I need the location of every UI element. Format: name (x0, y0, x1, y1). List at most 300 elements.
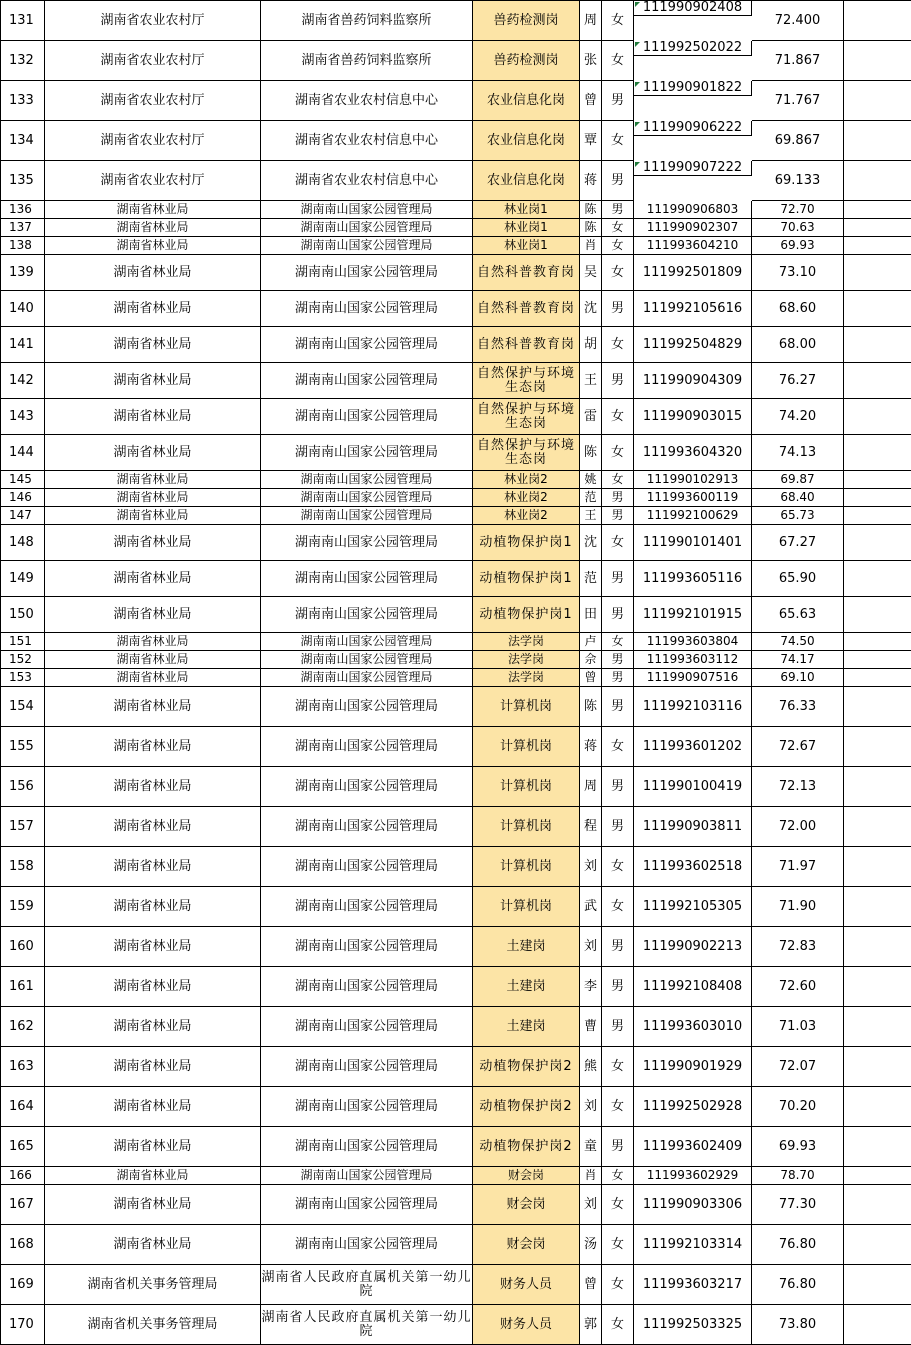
post-cell: 财会岗 (473, 1185, 580, 1225)
row-number-cell: 145 (1, 471, 45, 489)
score-cell: 68.00 (752, 327, 844, 363)
score-cell: 68.60 (752, 291, 844, 327)
unit-cell: 湖南南山国家公园管理局 (261, 1087, 473, 1127)
exam-id-cell: 111992103116 (634, 687, 752, 727)
department-cell: 湖南省农业农村厅 (45, 41, 261, 81)
exam-id-cell: 111992504829 (634, 327, 752, 363)
name-cell: 卢 (580, 633, 602, 651)
post-cell: 动植物保护岗2 (473, 1127, 580, 1167)
department-cell: 湖南省农业农村厅 (45, 81, 261, 121)
post-cell: 动植物保护岗2 (473, 1047, 580, 1087)
table-row (1, 651, 911, 669)
table-row (1, 435, 911, 471)
score-cell: 76.33 (752, 687, 844, 727)
table-row (1, 1305, 911, 1345)
empty-cell (844, 435, 911, 471)
table-row (1, 1127, 911, 1167)
department-cell: 湖南省林业局 (45, 435, 261, 471)
score-cell: 72.70 (752, 201, 844, 219)
name-cell: 肖 (580, 237, 602, 255)
name-cell: 童 (580, 1127, 602, 1167)
table-row (1, 507, 911, 525)
score-cell: 78.70 (752, 1167, 844, 1185)
score-cell: 71.97 (752, 847, 844, 887)
exam-id-cell: 111990902307 (634, 219, 752, 237)
gender-cell: 男 (602, 201, 634, 219)
department-cell: 湖南省农业农村厅 (45, 121, 261, 161)
empty-cell (844, 687, 911, 727)
unit-cell: 湖南省农业农村信息中心 (261, 161, 473, 201)
score-cell: 71.767 (752, 81, 844, 121)
table-row (1, 489, 911, 507)
post-cell: 财务人员 (473, 1305, 580, 1345)
name-cell: 陈 (580, 219, 602, 237)
row-number-cell: 157 (1, 807, 45, 847)
table-row (1, 471, 911, 489)
score-cell: 71.90 (752, 887, 844, 927)
empty-cell (844, 161, 911, 201)
name-cell: 姚 (580, 471, 602, 489)
row-number-cell: 159 (1, 887, 45, 927)
empty-cell (844, 81, 911, 121)
empty-cell (844, 1185, 911, 1225)
row-number-cell: 138 (1, 237, 45, 255)
empty-cell (844, 121, 911, 161)
department-cell: 湖南省农业农村厅 (45, 161, 261, 201)
row-number-cell: 160 (1, 927, 45, 967)
unit-cell: 湖南南山国家公园管理局 (261, 1185, 473, 1225)
department-cell: 湖南省林业局 (45, 489, 261, 507)
exam-id-cell: 111992103314 (634, 1225, 752, 1265)
score-cell: 74.50 (752, 633, 844, 651)
row-number-cell: 132 (1, 41, 45, 81)
score-cell: 71.03 (752, 1007, 844, 1047)
exam-id-cell: 111993604320 (634, 435, 752, 471)
empty-cell (844, 597, 911, 633)
post-cell: 计算机岗 (473, 807, 580, 847)
post-cell: 自然保护与环境生态岗 (473, 363, 580, 399)
score-cell: 73.10 (752, 255, 844, 291)
gender-cell: 女 (602, 237, 634, 255)
row-number-cell: 135 (1, 161, 45, 201)
name-cell: 吴 (580, 255, 602, 291)
department-cell: 湖南省林业局 (45, 807, 261, 847)
score-cell: 76.27 (752, 363, 844, 399)
table-row (1, 727, 911, 767)
score-cell: 72.83 (752, 927, 844, 967)
table-row (1, 237, 911, 255)
gender-cell: 男 (602, 927, 634, 967)
unit-cell: 湖南南山国家公园管理局 (261, 1047, 473, 1087)
exam-id-cell: 111993603010 (634, 1007, 752, 1047)
post-cell: 农业信息化岗 (473, 81, 580, 121)
row-number-cell: 141 (1, 327, 45, 363)
name-cell: 曹 (580, 1007, 602, 1047)
post-cell: 财会岗 (473, 1167, 580, 1185)
row-number-cell: 151 (1, 633, 45, 651)
department-cell: 湖南省林业局 (45, 1047, 261, 1087)
exam-id-cell: 111993603112 (634, 651, 752, 669)
post-cell: 土建岗 (473, 927, 580, 967)
unit-cell: 湖南省农业农村信息中心 (261, 121, 473, 161)
department-cell: 湖南省林业局 (45, 967, 261, 1007)
department-cell: 湖南省林业局 (45, 363, 261, 399)
table-row (1, 1265, 911, 1305)
name-cell: 周 (580, 767, 602, 807)
row-number-cell: 153 (1, 669, 45, 687)
name-cell: 陈 (580, 687, 602, 727)
empty-cell (844, 507, 911, 525)
score-cell: 72.400 (752, 1, 844, 41)
unit-cell: 湖南南山国家公园管理局 (261, 471, 473, 489)
name-cell: 汤 (580, 1225, 602, 1265)
post-cell: 计算机岗 (473, 847, 580, 887)
gender-cell: 女 (602, 1305, 634, 1345)
gender-cell: 男 (602, 489, 634, 507)
department-cell: 湖南省林业局 (45, 1087, 261, 1127)
row-number-cell: 147 (1, 507, 45, 525)
table-row (1, 121, 911, 161)
unit-cell: 湖南南山国家公园管理局 (261, 807, 473, 847)
empty-cell (844, 471, 911, 489)
department-cell: 湖南省林业局 (45, 767, 261, 807)
table-row (1, 81, 911, 121)
row-number-cell: 143 (1, 399, 45, 435)
table-row (1, 1087, 911, 1127)
department-cell: 湖南省林业局 (45, 399, 261, 435)
exam-id-cell: 111992501809 (634, 255, 752, 291)
gender-cell: 女 (602, 1265, 634, 1305)
post-cell: 法学岗 (473, 669, 580, 687)
gender-cell: 男 (602, 807, 634, 847)
exam-id-cell: 111990906803 (634, 201, 752, 219)
post-cell: 林业岗1 (473, 237, 580, 255)
score-cell: 77.30 (752, 1185, 844, 1225)
table-row (1, 363, 911, 399)
exam-id-cell: 111993603804 (634, 633, 752, 651)
department-cell: 湖南省林业局 (45, 471, 261, 489)
table-row (1, 255, 911, 291)
name-cell: 武 (580, 887, 602, 927)
exam-id-cell: 111993603217 (634, 1265, 752, 1305)
empty-cell (844, 1047, 911, 1087)
row-number-cell: 166 (1, 1167, 45, 1185)
post-cell: 土建岗 (473, 1007, 580, 1047)
name-cell: 陈 (580, 435, 602, 471)
row-number-cell: 169 (1, 1265, 45, 1305)
department-cell: 湖南省林业局 (45, 507, 261, 525)
gender-cell: 男 (602, 561, 634, 597)
name-cell: 田 (580, 597, 602, 633)
unit-cell: 湖南南山国家公园管理局 (261, 291, 473, 327)
gender-cell: 女 (602, 255, 634, 291)
department-cell: 湖南省林业局 (45, 219, 261, 237)
empty-cell (844, 255, 911, 291)
table-row (1, 927, 911, 967)
score-cell: 72.13 (752, 767, 844, 807)
table-row (1, 687, 911, 727)
name-cell: 郭 (580, 1305, 602, 1345)
gender-cell: 男 (602, 507, 634, 525)
name-cell: 肖 (580, 1167, 602, 1185)
table-row (1, 633, 911, 651)
post-cell: 计算机岗 (473, 887, 580, 927)
score-cell: 76.80 (752, 1265, 844, 1305)
department-cell: 湖南省林业局 (45, 1007, 261, 1047)
empty-cell (844, 1225, 911, 1265)
score-cell: 69.93 (752, 237, 844, 255)
post-cell: 林业岗2 (473, 471, 580, 489)
score-cell: 69.867 (752, 121, 844, 161)
row-number-cell: 149 (1, 561, 45, 597)
department-cell: 湖南省林业局 (45, 847, 261, 887)
exam-id-cell: 111993601202 (634, 727, 752, 767)
department-cell: 湖南省农业农村厅 (45, 1, 261, 41)
name-cell: 刘 (580, 1087, 602, 1127)
name-cell: 蒋 (580, 161, 602, 201)
score-cell: 69.93 (752, 1127, 844, 1167)
post-cell: 自然科普教育岗 (473, 291, 580, 327)
empty-cell (844, 201, 911, 219)
gender-cell: 女 (602, 847, 634, 887)
department-cell: 湖南省林业局 (45, 1225, 261, 1265)
table-row (1, 327, 911, 363)
name-cell: 沈 (580, 291, 602, 327)
score-cell: 73.80 (752, 1305, 844, 1345)
score-cell: 69.87 (752, 471, 844, 489)
gender-cell: 男 (602, 651, 634, 669)
row-number-cell: 150 (1, 597, 45, 633)
gender-cell: 女 (602, 633, 634, 651)
post-cell: 林业岗1 (473, 201, 580, 219)
gender-cell: 女 (602, 435, 634, 471)
row-number-cell: 170 (1, 1305, 45, 1345)
score-cell: 76.80 (752, 1225, 844, 1265)
score-cell: 72.67 (752, 727, 844, 767)
gender-cell: 女 (602, 1, 634, 41)
row-number-cell: 168 (1, 1225, 45, 1265)
table-row (1, 1047, 911, 1087)
exam-id-cell: 111990907516 (634, 669, 752, 687)
post-cell: 林业岗2 (473, 489, 580, 507)
row-number-cell: 154 (1, 687, 45, 727)
unit-cell: 湖南南山国家公园管理局 (261, 967, 473, 1007)
name-cell: 佘 (580, 651, 602, 669)
gender-cell: 女 (602, 727, 634, 767)
department-cell: 湖南省林业局 (45, 727, 261, 767)
exam-id-cell: 111990903306 (634, 1185, 752, 1225)
unit-cell: 湖南南山国家公园管理局 (261, 399, 473, 435)
department-cell: 湖南省机关事务管理局 (45, 1305, 261, 1345)
post-cell: 自然科普教育岗 (473, 327, 580, 363)
unit-cell: 湖南南山国家公园管理局 (261, 255, 473, 291)
gender-cell: 男 (602, 161, 634, 201)
exam-id-cell: 111990902408 (634, 1, 752, 16)
gender-cell: 女 (602, 1047, 634, 1087)
table-row (1, 201, 911, 219)
name-cell: 程 (580, 807, 602, 847)
empty-cell (844, 237, 911, 255)
post-cell: 计算机岗 (473, 687, 580, 727)
exam-id-cell: 111992100629 (634, 507, 752, 525)
empty-cell (844, 525, 911, 561)
empty-cell (844, 633, 911, 651)
unit-cell: 湖南南山国家公园管理局 (261, 363, 473, 399)
name-cell: 李 (580, 967, 602, 1007)
score-cell: 72.60 (752, 967, 844, 1007)
score-cell: 70.20 (752, 1087, 844, 1127)
gender-cell: 女 (602, 1225, 634, 1265)
table-row (1, 525, 911, 561)
name-cell: 胡 (580, 327, 602, 363)
table-row (1, 1225, 911, 1265)
empty-cell (844, 927, 911, 967)
exam-id-cell: 111990101401 (634, 525, 752, 561)
score-cell: 67.27 (752, 525, 844, 561)
empty-cell (844, 219, 911, 237)
name-cell: 雷 (580, 399, 602, 435)
score-cell: 74.17 (752, 651, 844, 669)
post-cell: 兽药检测岗 (473, 1, 580, 41)
department-cell: 湖南省林业局 (45, 669, 261, 687)
department-cell: 湖南省林业局 (45, 561, 261, 597)
empty-cell (844, 41, 911, 81)
department-cell: 湖南省林业局 (45, 1127, 261, 1167)
post-cell: 动植物保护岗1 (473, 561, 580, 597)
empty-cell (844, 807, 911, 847)
row-number-cell: 137 (1, 219, 45, 237)
exam-id-cell: 111992105305 (634, 887, 752, 927)
name-cell: 范 (580, 561, 602, 597)
score-cell: 74.20 (752, 399, 844, 435)
unit-cell: 湖南南山国家公园管理局 (261, 1167, 473, 1185)
unit-cell: 湖南省兽药饲料监察所 (261, 41, 473, 81)
table-row (1, 41, 911, 81)
gender-cell: 男 (602, 767, 634, 807)
table-row (1, 291, 911, 327)
department-cell: 湖南省林业局 (45, 887, 261, 927)
gender-cell: 女 (602, 1087, 634, 1127)
unit-cell: 湖南南山国家公园管理局 (261, 633, 473, 651)
name-cell: 曾 (580, 1265, 602, 1305)
unit-cell: 湖南省兽药饲料监察所 (261, 1, 473, 41)
empty-cell (844, 887, 911, 927)
row-number-cell: 152 (1, 651, 45, 669)
empty-cell (844, 291, 911, 327)
empty-cell (844, 1265, 911, 1305)
empty-cell (844, 767, 911, 807)
post-cell: 法学岗 (473, 633, 580, 651)
gender-cell: 女 (602, 1185, 634, 1225)
row-number-cell: 161 (1, 967, 45, 1007)
post-cell: 计算机岗 (473, 767, 580, 807)
department-cell: 湖南省机关事务管理局 (45, 1265, 261, 1305)
post-cell: 动植物保护岗2 (473, 1087, 580, 1127)
unit-cell: 湖南南山国家公园管理局 (261, 927, 473, 967)
name-cell: 曾 (580, 669, 602, 687)
unit-cell: 湖南南山国家公园管理局 (261, 237, 473, 255)
unit-cell: 湖南南山国家公园管理局 (261, 201, 473, 219)
empty-cell (844, 1007, 911, 1047)
exam-id-cell: 111993602929 (634, 1167, 752, 1185)
score-cell: 72.07 (752, 1047, 844, 1087)
gender-cell: 女 (602, 41, 634, 81)
unit-cell: 湖南南山国家公园管理局 (261, 1127, 473, 1167)
exam-id-cell: 111990907222 (634, 161, 752, 176)
exam-id-cell: 111990100419 (634, 767, 752, 807)
department-cell: 湖南省林业局 (45, 1185, 261, 1225)
empty-cell (844, 651, 911, 669)
row-number-cell: 148 (1, 525, 45, 561)
score-cell: 71.867 (752, 41, 844, 81)
gender-cell: 男 (602, 291, 634, 327)
exam-id-cell: 111993604210 (634, 237, 752, 255)
exam-id-cell: 111993602518 (634, 847, 752, 887)
empty-cell (844, 847, 911, 887)
gender-cell: 男 (602, 669, 634, 687)
name-cell: 覃 (580, 121, 602, 161)
row-number-cell: 156 (1, 767, 45, 807)
name-cell: 陈 (580, 201, 602, 219)
gender-cell: 男 (602, 81, 634, 121)
gender-cell: 女 (602, 219, 634, 237)
name-cell: 王 (580, 507, 602, 525)
empty-cell (844, 1, 911, 41)
exam-id-cell: 111990102913 (634, 471, 752, 489)
exam-id-cell: 111990906222 (634, 121, 752, 136)
table-row (1, 161, 911, 201)
row-number-cell: 140 (1, 291, 45, 327)
unit-cell: 湖南省农业农村信息中心 (261, 81, 473, 121)
score-cell: 69.133 (752, 161, 844, 201)
post-cell: 农业信息化岗 (473, 121, 580, 161)
table-row (1, 1185, 911, 1225)
table-row (1, 1, 911, 41)
table-row (1, 597, 911, 633)
gender-cell: 女 (602, 471, 634, 489)
empty-cell (844, 1305, 911, 1345)
table-row (1, 767, 911, 807)
table-row (1, 887, 911, 927)
unit-cell: 湖南南山国家公园管理局 (261, 669, 473, 687)
row-number-cell: 136 (1, 201, 45, 219)
exam-id-cell: 111993605116 (634, 561, 752, 597)
exam-id-cell: 111992108408 (634, 967, 752, 1007)
name-cell: 蒋 (580, 727, 602, 767)
unit-cell: 湖南南山国家公园管理局 (261, 597, 473, 633)
row-number-cell: 165 (1, 1127, 45, 1167)
name-cell: 范 (580, 489, 602, 507)
row-number-cell: 158 (1, 847, 45, 887)
table-row (1, 561, 911, 597)
table-row (1, 807, 911, 847)
empty-cell (844, 669, 911, 687)
table-row (1, 219, 911, 237)
department-cell: 湖南省林业局 (45, 525, 261, 561)
table-row (1, 967, 911, 1007)
unit-cell: 湖南南山国家公园管理局 (261, 727, 473, 767)
exam-id-cell: 111992502928 (634, 1087, 752, 1127)
unit-cell: 湖南南山国家公园管理局 (261, 327, 473, 363)
score-cell: 69.10 (752, 669, 844, 687)
gender-cell: 男 (602, 687, 634, 727)
table-row (1, 1007, 911, 1047)
row-number-cell: 155 (1, 727, 45, 767)
unit-cell: 湖南省人民政府直属机关第一幼儿院 (261, 1265, 473, 1305)
row-number-cell: 146 (1, 489, 45, 507)
gender-cell: 女 (602, 327, 634, 363)
unit-cell: 湖南南山国家公园管理局 (261, 1225, 473, 1265)
